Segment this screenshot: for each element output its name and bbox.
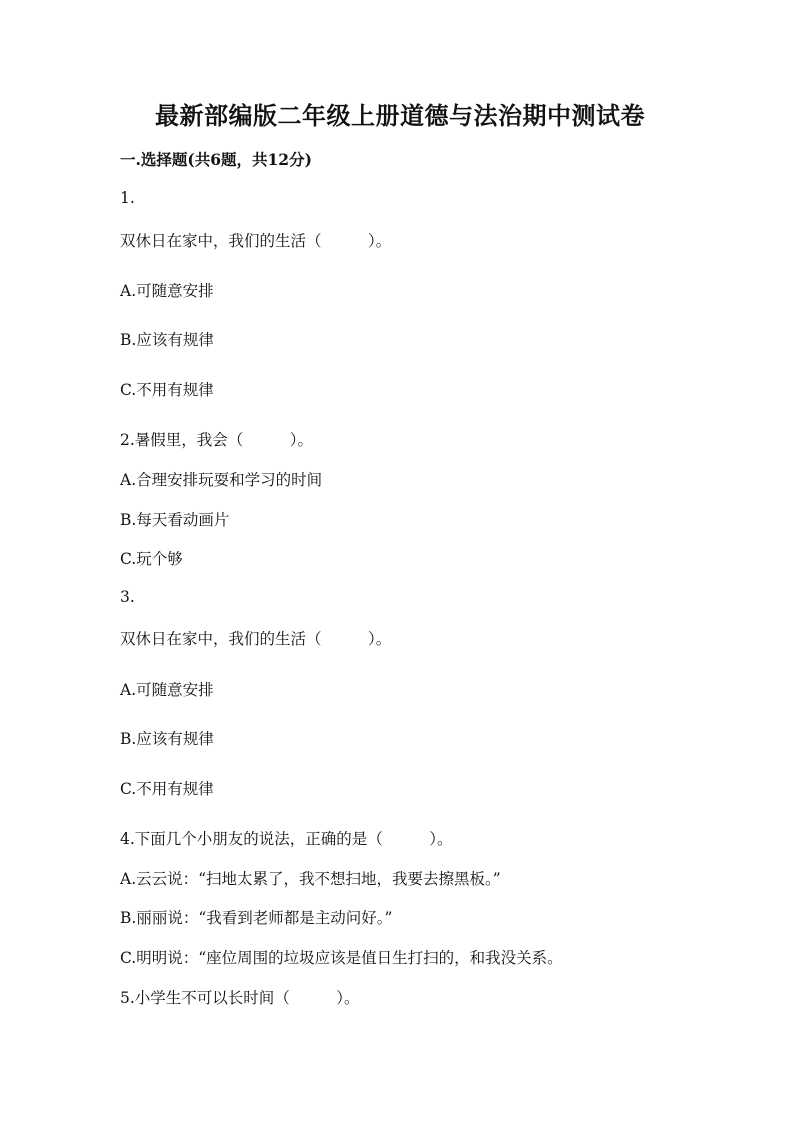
section-heading: 一.选择题(共6题，共12分) (120, 150, 312, 169)
question-1-number: 1. (120, 189, 135, 207)
question-3-option-c: C.不用有规律 (120, 780, 214, 798)
question-2-stem: 2.暑假里，我会（ ）。 (120, 431, 314, 449)
question-3-option-a: A.可随意安排 (120, 681, 214, 699)
question-4-stem: 4.下面几个小朋友的说法，正确的是（ ）。 (120, 830, 453, 848)
question-2-option-c: C.玩个够 (120, 550, 183, 568)
question-3-number: 3. (120, 588, 135, 606)
question-1-option-b: B.应该有规律 (120, 331, 214, 349)
question-1-stem: 双休日在家中，我们的生活（ ）。 (120, 232, 392, 250)
question-2-option-a: A.合理安排玩耍和学习的时间 (120, 471, 323, 489)
page-title: 最新部编版二年级上册道德与法治期中测试卷 (155, 101, 645, 130)
question-4-option-b: B.丽丽说：“我看到老师都是主动问好。” (120, 909, 393, 927)
question-2-option-b: B.每天看动画片 (120, 511, 230, 529)
question-1-option-c: C.不用有规律 (120, 381, 214, 399)
question-1-option-a: A.可随意安排 (120, 282, 214, 300)
question-4-option-a: A.云云说：“扫地太累了，我不想扫地，我要去擦黑板。” (120, 870, 501, 888)
question-4-option-c: C.明明说：“座位周围的垃圾应该是值日生打扫的，和我没关系。 (120, 949, 563, 967)
question-5-stem: 5.小学生不可以长时间（ ）。 (120, 989, 360, 1007)
question-3-stem: 双休日在家中，我们的生活（ ）。 (120, 630, 392, 648)
question-3-option-b: B.应该有规律 (120, 730, 214, 748)
